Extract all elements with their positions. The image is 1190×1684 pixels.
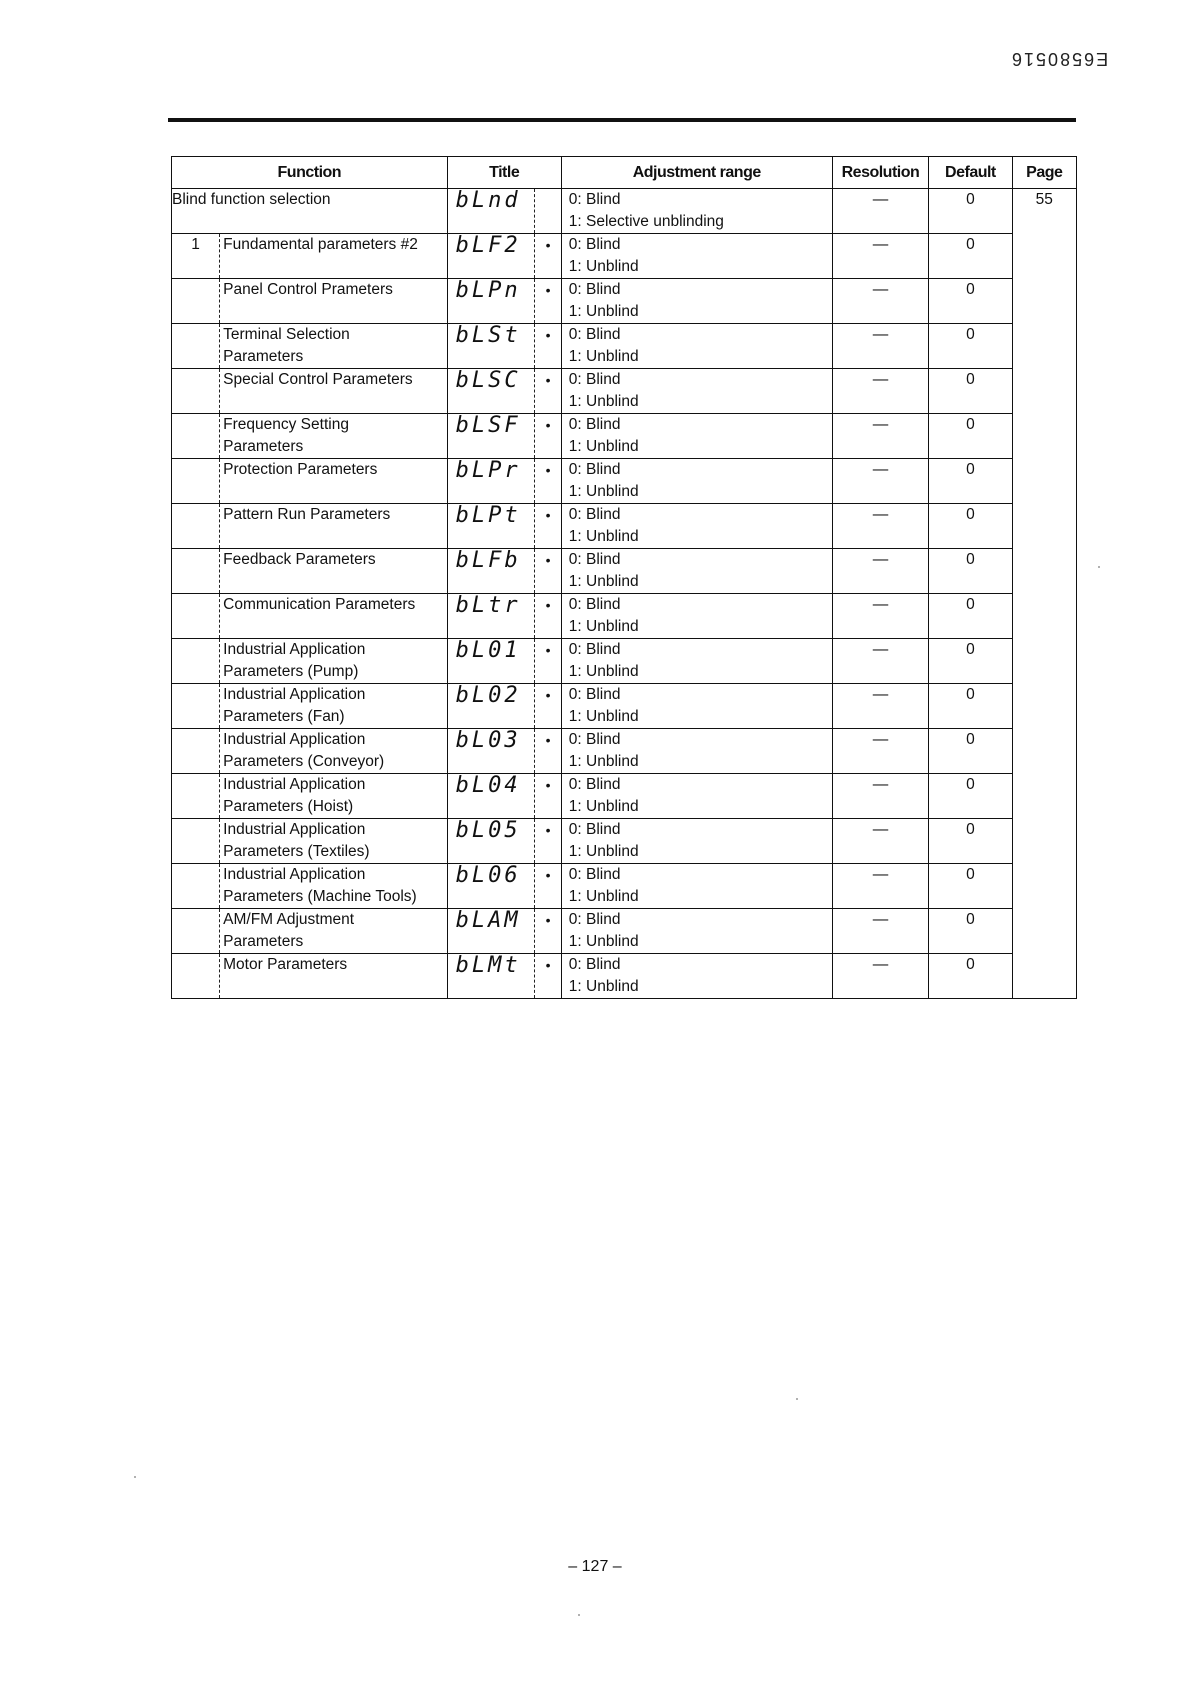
title-cell xyxy=(447,324,534,369)
range-option-0: 0: Blind xyxy=(568,866,621,883)
function-label-continued: Parameters (Hoist) xyxy=(223,798,354,815)
range-cell xyxy=(561,279,832,324)
function-label: Industrial Application xyxy=(223,641,366,658)
range-cell xyxy=(561,684,832,729)
bullet-mark: • xyxy=(534,684,561,728)
range-cell xyxy=(561,459,832,504)
row-number-cell: 1 xyxy=(172,234,220,279)
range-option-0: 0: Blind xyxy=(568,821,621,838)
title-cell xyxy=(447,774,534,819)
row-number-cell xyxy=(172,279,220,324)
resolution-cell: — xyxy=(832,369,929,414)
bullet-mark: • xyxy=(534,459,561,503)
resolution-cell: — xyxy=(832,594,929,639)
row-number-cell xyxy=(172,324,220,369)
header-rule xyxy=(168,118,1076,122)
row-number-cell xyxy=(172,639,220,684)
mark-cell xyxy=(534,819,561,864)
mark-cell xyxy=(534,549,561,594)
default-cell: 0 xyxy=(929,549,1012,594)
default-cell: 0 xyxy=(929,189,1012,234)
bullet-mark: • xyxy=(534,864,561,908)
function-label-continued: Parameters (Fan) xyxy=(223,708,345,725)
range-option-1: 1: Unblind xyxy=(568,303,639,320)
function-label: Motor Parameters xyxy=(223,956,348,973)
range-option-1: 1: Unblind xyxy=(568,843,639,860)
range-cell xyxy=(561,189,832,234)
title-code: bLPr xyxy=(455,458,521,483)
table-row xyxy=(172,819,1077,864)
title-code: bL06 xyxy=(455,863,521,888)
range-option-0: 0: Blind xyxy=(568,596,621,613)
table-row xyxy=(172,729,1077,774)
default-cell: 0 xyxy=(929,909,1012,954)
table-row xyxy=(172,369,1077,414)
table-row xyxy=(172,459,1077,504)
default-cell: 0 xyxy=(929,279,1012,324)
function-cell xyxy=(219,459,447,504)
table-row xyxy=(172,279,1077,324)
function-label: Communication Parameters xyxy=(223,596,416,613)
title-code: bLPt xyxy=(455,503,521,528)
resolution-cell: — xyxy=(832,684,929,729)
row-number-cell xyxy=(172,909,220,954)
row-number-cell xyxy=(172,819,220,864)
mark-cell xyxy=(534,954,561,999)
bullet-mark: • xyxy=(534,324,561,368)
range-option-1: 1: Unblind xyxy=(568,483,639,500)
range-cell xyxy=(561,549,832,594)
mark-cell xyxy=(534,864,561,909)
default-cell: 0 xyxy=(929,729,1012,774)
resolution-cell: — xyxy=(832,459,929,504)
row-number-cell xyxy=(172,504,220,549)
table-row xyxy=(172,954,1077,999)
function-cell xyxy=(219,639,447,684)
range-option-0: 0: Blind xyxy=(568,191,621,208)
title-cell xyxy=(447,729,534,774)
function-cell xyxy=(219,279,447,324)
mark-cell xyxy=(534,909,561,954)
range-option-1: 1: Selective unblinding xyxy=(568,213,724,230)
function-label: Special Control Parameters xyxy=(223,371,413,388)
range-option-0: 0: Blind xyxy=(568,731,621,748)
default-cell: 0 xyxy=(929,369,1012,414)
range-option-0: 0: Blind xyxy=(568,461,621,478)
bullet-mark: • xyxy=(534,954,561,998)
resolution-cell: — xyxy=(832,909,929,954)
function-label: Pattern Run Parameters xyxy=(223,506,391,523)
range-cell xyxy=(561,909,832,954)
default-cell: 0 xyxy=(929,684,1012,729)
resolution-cell: — xyxy=(832,549,929,594)
document-code: E6580516 xyxy=(1010,49,1109,69)
title-code: bL03 xyxy=(455,728,521,753)
mark-cell xyxy=(534,324,561,369)
function-label: Industrial Application xyxy=(223,731,366,748)
title-cell xyxy=(447,594,534,639)
function-label: Blind function selection xyxy=(172,191,331,208)
function-cell xyxy=(219,909,447,954)
row-number-cell xyxy=(172,729,220,774)
function-label: Panel Control Prameters xyxy=(223,281,393,298)
range-option-0: 0: Blind xyxy=(568,416,621,433)
row-number-cell xyxy=(172,414,220,459)
table-row xyxy=(172,414,1077,459)
range-option-1: 1: Unblind xyxy=(568,933,639,950)
resolution-cell: — xyxy=(832,234,929,279)
title-cell xyxy=(447,459,534,504)
range-cell xyxy=(561,774,832,819)
mark-cell xyxy=(534,369,561,414)
function-cell xyxy=(219,954,447,999)
title-code: bLtr xyxy=(455,593,521,618)
resolution-cell: — xyxy=(832,189,929,234)
range-cell xyxy=(561,864,832,909)
default-cell: 0 xyxy=(929,954,1012,999)
function-cell xyxy=(219,234,447,279)
range-option-1: 1: Unblind xyxy=(568,528,639,545)
title-cell xyxy=(447,954,534,999)
range-cell xyxy=(561,954,832,999)
resolution-cell: — xyxy=(832,279,929,324)
function-label-continued: Parameters xyxy=(223,348,304,365)
row-number-cell xyxy=(172,684,220,729)
resolution-cell: — xyxy=(832,414,929,459)
range-option-1: 1: Unblind xyxy=(568,798,639,815)
function-label: Industrial Application xyxy=(223,866,366,883)
bullet-mark: • xyxy=(534,549,561,593)
scan-speck xyxy=(796,1398,798,1400)
range-option-1: 1: Unblind xyxy=(568,753,639,770)
range-option-1: 1: Unblind xyxy=(568,708,639,725)
title-code: bLSF xyxy=(455,413,521,438)
function-label: Terminal Selection xyxy=(223,326,350,343)
function-label-continued: Parameters xyxy=(223,933,304,950)
title-code: bLPn xyxy=(455,278,521,303)
range-option-1: 1: Unblind xyxy=(568,573,639,590)
function-cell xyxy=(219,324,447,369)
range-cell xyxy=(561,369,832,414)
title-code: bL04 xyxy=(455,773,521,798)
title-code: bL02 xyxy=(455,683,521,708)
function-label: Protection Parameters xyxy=(223,461,378,478)
range-option-1: 1: Unblind xyxy=(568,348,639,365)
range-option-0: 0: Blind xyxy=(568,776,621,793)
default-cell: 0 xyxy=(929,459,1012,504)
row-number-cell xyxy=(172,864,220,909)
bullet-mark: • xyxy=(534,369,561,413)
range-cell xyxy=(561,504,832,549)
bullet-mark: • xyxy=(534,909,561,953)
page-number: – 127 – xyxy=(568,1558,622,1575)
scan-speck xyxy=(578,1614,580,1616)
bullet-mark: • xyxy=(534,639,561,683)
default-cell: 0 xyxy=(929,639,1012,684)
resolution-cell: — xyxy=(832,954,929,999)
default-cell: 0 xyxy=(929,594,1012,639)
title-code: bLMt xyxy=(455,953,521,978)
function-label: AM/FM Adjustment xyxy=(223,911,355,928)
scan-speck xyxy=(134,1476,136,1478)
title-code: bLnd xyxy=(455,188,521,213)
mark-cell xyxy=(534,504,561,549)
function-cell xyxy=(219,819,447,864)
function-label-continued: Parameters (Machine Tools) xyxy=(223,888,417,905)
function-cell xyxy=(172,189,448,234)
title-code: bL05 xyxy=(455,818,521,843)
table-row xyxy=(172,324,1077,369)
bullet-mark: • xyxy=(534,414,561,458)
default-cell: 0 xyxy=(929,864,1012,909)
table-row xyxy=(172,594,1077,639)
table-row xyxy=(172,684,1077,729)
bullet-mark: • xyxy=(534,234,561,278)
row-number-cell xyxy=(172,369,220,414)
range-cell xyxy=(561,594,832,639)
table-header-row xyxy=(172,157,1077,189)
row-number-cell xyxy=(172,459,220,504)
title-cell xyxy=(447,864,534,909)
function-cell xyxy=(219,549,447,594)
function-label: Frequency Setting xyxy=(223,416,349,433)
resolution-cell: — xyxy=(832,639,929,684)
table-row xyxy=(172,639,1077,684)
range-option-1: 1: Unblind xyxy=(568,663,639,680)
bullet-mark: • xyxy=(534,729,561,773)
function-label-continued: Parameters (Conveyor) xyxy=(223,753,385,770)
header-function: Function xyxy=(172,157,448,189)
header-resolution: Resolution xyxy=(832,157,929,189)
mark-cell xyxy=(534,459,561,504)
bullet-mark: • xyxy=(534,594,561,638)
title-cell xyxy=(447,504,534,549)
range-option-0: 0: Blind xyxy=(568,281,621,298)
range-cell xyxy=(561,819,832,864)
title-cell xyxy=(447,189,534,234)
range-cell xyxy=(561,324,832,369)
scan-speck xyxy=(1098,566,1100,568)
title-code: bLSt xyxy=(455,323,521,348)
bullet-mark: • xyxy=(534,279,561,323)
table-row xyxy=(172,549,1077,594)
default-cell: 0 xyxy=(929,504,1012,549)
range-option-1: 1: Unblind xyxy=(568,438,639,455)
function-cell xyxy=(219,594,447,639)
bullet-mark: • xyxy=(534,774,561,818)
mark-cell xyxy=(534,414,561,459)
range-option-1: 1: Unblind xyxy=(568,258,639,275)
range-option-1: 1: Unblind xyxy=(568,393,639,410)
title-code: bLAM xyxy=(455,908,521,933)
resolution-cell: — xyxy=(832,504,929,549)
range-option-0: 0: Blind xyxy=(568,956,621,973)
range-option-1: 1: Unblind xyxy=(568,618,639,635)
title-cell xyxy=(447,909,534,954)
function-label: Industrial Application xyxy=(223,776,366,793)
row-number-cell xyxy=(172,954,220,999)
default-cell: 0 xyxy=(929,774,1012,819)
bullet-mark: • xyxy=(534,504,561,548)
default-cell: 0 xyxy=(929,414,1012,459)
default-cell: 0 xyxy=(929,234,1012,279)
function-cell xyxy=(219,684,447,729)
function-label: Feedback Parameters xyxy=(223,551,376,568)
resolution-cell: — xyxy=(832,774,929,819)
function-cell xyxy=(219,774,447,819)
title-code: bL01 xyxy=(455,638,521,663)
title-cell xyxy=(447,414,534,459)
title-code: bLF2 xyxy=(455,233,521,258)
range-cell xyxy=(561,234,832,279)
title-code: bLSC xyxy=(455,368,521,393)
default-cell: 0 xyxy=(929,819,1012,864)
header-page: Page xyxy=(1012,157,1076,189)
range-option-0: 0: Blind xyxy=(568,911,621,928)
table-row-blind-function xyxy=(172,189,1077,234)
mark-cell xyxy=(534,774,561,819)
row-number-cell xyxy=(172,549,220,594)
row-number-cell xyxy=(172,594,220,639)
header-default: Default xyxy=(929,157,1012,189)
header-adjustment-range: Adjustment range xyxy=(561,157,832,189)
mark-cell xyxy=(534,594,561,639)
range-option-1: 1: Unblind xyxy=(568,978,639,995)
table-row xyxy=(172,909,1077,954)
range-option-1: 1: Unblind xyxy=(568,888,639,905)
function-cell xyxy=(219,369,447,414)
table-row xyxy=(172,864,1077,909)
range-cell xyxy=(561,729,832,774)
function-label: Industrial Application xyxy=(223,686,366,703)
title-cell xyxy=(447,819,534,864)
range-option-0: 0: Blind xyxy=(568,551,621,568)
function-label-continued: Parameters (Pump) xyxy=(223,663,359,680)
page-cell: 55 xyxy=(1012,189,1076,999)
mark-cell xyxy=(534,729,561,774)
resolution-cell: — xyxy=(832,864,929,909)
range-option-0: 0: Blind xyxy=(568,641,621,658)
range-option-0: 0: Blind xyxy=(568,686,621,703)
mark-cell xyxy=(534,189,561,234)
title-cell xyxy=(447,234,534,279)
table-row xyxy=(172,774,1077,819)
title-code: bLFb xyxy=(455,548,521,573)
resolution-cell: — xyxy=(832,324,929,369)
title-cell xyxy=(447,684,534,729)
function-label: Fundamental parameters #2 xyxy=(223,236,418,253)
range-cell xyxy=(561,639,832,684)
function-label: Industrial Application xyxy=(223,821,366,838)
function-cell xyxy=(219,414,447,459)
function-cell xyxy=(219,504,447,549)
title-cell xyxy=(447,549,534,594)
range-option-0: 0: Blind xyxy=(568,371,621,388)
default-cell: 0 xyxy=(929,324,1012,369)
function-label-continued: Parameters xyxy=(223,438,304,455)
header-title: Title xyxy=(447,157,561,189)
title-cell xyxy=(447,369,534,414)
title-cell xyxy=(447,279,534,324)
function-label-continued: Parameters (Textiles) xyxy=(223,843,370,860)
table-row xyxy=(172,234,1077,279)
range-cell xyxy=(561,414,832,459)
resolution-cell: — xyxy=(832,729,929,774)
table-row xyxy=(172,504,1077,549)
range-option-0: 0: Blind xyxy=(568,326,621,343)
bullet-mark: • xyxy=(534,819,561,863)
range-option-0: 0: Blind xyxy=(568,506,621,523)
function-cell xyxy=(219,864,447,909)
resolution-cell: — xyxy=(832,819,929,864)
row-number-cell xyxy=(172,774,220,819)
title-cell xyxy=(447,639,534,684)
mark-cell xyxy=(534,234,561,279)
mark-cell xyxy=(534,684,561,729)
parameter-table xyxy=(171,156,1077,999)
mark-cell xyxy=(534,279,561,324)
mark-cell xyxy=(534,639,561,684)
function-cell xyxy=(219,729,447,774)
range-option-0: 0: Blind xyxy=(568,236,621,253)
